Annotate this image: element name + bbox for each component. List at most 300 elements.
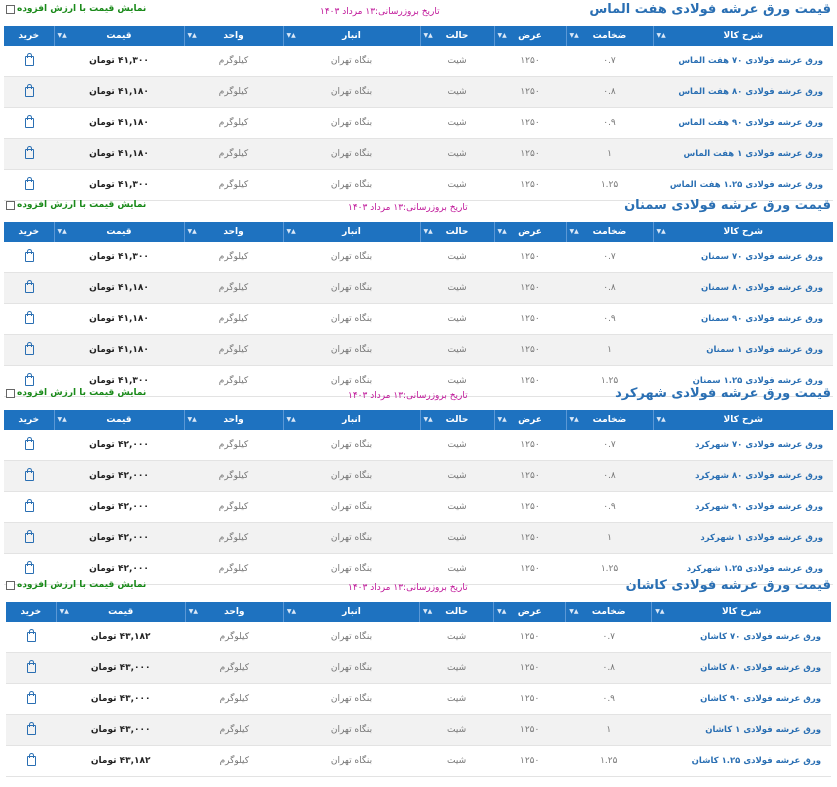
warehouse-cell: بنگاه تهران <box>283 242 420 273</box>
product-name[interactable]: ورق عرشه فولادی ۹۰ سمنان <box>653 304 833 335</box>
sort-arrows-icon[interactable]: ▲▼ <box>569 608 579 615</box>
thickness-cell: ۰.۷ <box>566 242 653 273</box>
price-cell: ۴۱,۱۸۰ تومان <box>54 139 184 170</box>
table-row <box>4 523 833 554</box>
state-cell: شیت <box>420 554 494 585</box>
buy-cell <box>4 242 54 273</box>
sort-arrows-icon[interactable]: ▲▼ <box>286 416 296 423</box>
section-header <box>0 0 837 22</box>
product-name[interactable]: ورق عرشه فولادی ۱ سمنان <box>653 335 833 366</box>
header-buy[interactable] <box>6 602 56 622</box>
header-price[interactable] <box>56 602 185 622</box>
sort-arrows-icon[interactable]: ▲▼ <box>569 32 579 39</box>
product-name[interactable]: ورق عرشه فولادی ۸۰ سمنان <box>653 273 833 304</box>
unit-cell: کیلوگرم <box>184 170 283 201</box>
state-cell: شیت <box>420 335 494 366</box>
warehouse-cell: بنگاه تهران <box>283 170 420 201</box>
table-row <box>4 273 833 304</box>
header-label: انبار <box>342 31 361 41</box>
thickness-cell: ۰.۸ <box>566 461 653 492</box>
table-row <box>4 108 833 139</box>
sort-arrows-icon[interactable]: ▲▼ <box>497 32 507 39</box>
state-cell: شیت <box>420 242 494 273</box>
state-cell: شیت <box>420 523 494 554</box>
section-title: قیمت ورق عرشه فولادی سمنان <box>624 198 831 213</box>
update-date: تاریخ بروزرسانی:۱۳ مرداد ۱۴۰۳ <box>348 203 468 213</box>
state-cell: شیت <box>420 139 494 170</box>
header-width[interactable] <box>494 410 566 430</box>
header-unit[interactable] <box>184 222 283 242</box>
shopping-bag-icon[interactable] <box>25 180 34 190</box>
product-name[interactable]: ورق عرشه فولادی ۹۰ شهرکرد <box>653 492 833 523</box>
header-label: واحد <box>224 607 245 617</box>
state-cell: شیت <box>420 430 494 461</box>
header-thickness[interactable] <box>566 602 652 622</box>
thickness-cell: ۱.۲۵ <box>566 554 653 585</box>
header-label: انبار <box>342 415 361 425</box>
header-label: ضخامت <box>592 415 627 425</box>
sort-arrows-icon[interactable]: ▲▼ <box>188 608 199 615</box>
header-buy[interactable] <box>4 222 54 242</box>
width-cell: ۱۲۵۰ <box>494 242 566 273</box>
header-price[interactable] <box>54 222 184 242</box>
header-thickness[interactable] <box>566 26 653 46</box>
shopping-bag-icon[interactable] <box>27 756 36 766</box>
shopping-bag-icon[interactable] <box>25 440 34 450</box>
thickness-cell: ۱ <box>566 139 653 170</box>
thickness-cell: ۰.۷ <box>566 622 652 653</box>
sort-arrows-icon[interactable]: ▲▼ <box>655 608 665 615</box>
vat-checkbox[interactable] <box>6 581 15 590</box>
price-table <box>4 26 833 201</box>
product-name[interactable]: ورق عرشه فولادی ۱ هفت الماس <box>653 139 833 170</box>
update-date: تاریخ بروزرسانی:۱۳ مرداد ۱۴۰۳ <box>320 7 440 17</box>
product-name[interactable]: ورق عرشه فولادی ۱ شهرکرد <box>653 523 833 554</box>
buy-cell <box>6 622 56 653</box>
vat-toggle[interactable] <box>6 388 146 398</box>
header-warehouse[interactable] <box>283 222 420 242</box>
warehouse-cell: بنگاه تهران <box>283 461 420 492</box>
price-cell: ۴۱,۳۰۰ تومان <box>54 242 184 273</box>
thickness-cell: ۰.۹ <box>566 108 653 139</box>
header-thickness[interactable] <box>566 222 653 242</box>
header-label: شرح کالا <box>723 31 763 41</box>
price-cell: ۴۱,۳۰۰ تومان <box>54 46 184 77</box>
price-table <box>4 222 833 397</box>
sort-arrows-icon[interactable]: ▲▼ <box>656 228 666 235</box>
header-warehouse[interactable] <box>283 26 420 46</box>
buy-cell <box>6 653 56 684</box>
warehouse-cell: بنگاه تهران <box>283 335 420 366</box>
width-cell: ۱۲۵۰ <box>494 492 566 523</box>
header-label: حالت <box>445 607 468 617</box>
sort-arrows-icon[interactable]: ▲▼ <box>187 416 197 423</box>
sort-arrows-icon[interactable]: ▲▼ <box>423 228 433 235</box>
thickness-cell: ۰.۷ <box>566 430 653 461</box>
sort-arrows-icon[interactable]: ▲▼ <box>57 416 67 423</box>
buy-cell <box>4 46 54 77</box>
buy-cell <box>4 461 54 492</box>
warehouse-cell: بنگاه تهران <box>283 492 420 523</box>
section-header <box>0 196 837 218</box>
price-table <box>4 410 833 585</box>
state-cell: شیت <box>420 366 494 397</box>
table-row <box>4 77 833 108</box>
sort-arrows-icon[interactable]: ▲▼ <box>656 416 666 423</box>
price-cell: ۴۳,۰۰۰ تومان <box>56 715 185 746</box>
header-width[interactable] <box>494 222 566 242</box>
product-name[interactable]: ورق عرشه فولادی ۱.۲۵ شهرکرد <box>653 554 833 585</box>
width-cell: ۱۲۵۰ <box>494 170 566 201</box>
product-name[interactable]: ورق عرشه فولادی ۱.۲۵ هفت الماس <box>653 170 833 201</box>
warehouse-cell: بنگاه تهران <box>283 715 419 746</box>
header-state[interactable] <box>420 602 494 622</box>
price-section <box>0 576 837 766</box>
shopping-bag-icon[interactable] <box>25 502 34 512</box>
update-date: تاریخ بروزرسانی:۱۳ مرداد ۱۴۰۳ <box>348 391 468 401</box>
sort-arrows-icon[interactable]: ▲▼ <box>423 416 433 423</box>
shopping-bag-icon[interactable] <box>25 252 34 262</box>
price-cell: ۴۱,۳۰۰ تومان <box>54 170 184 201</box>
thickness-cell: ۱.۲۵ <box>566 170 653 201</box>
header-thickness[interactable] <box>566 410 653 430</box>
header-label: حالت <box>445 227 469 237</box>
state-cell: شیت <box>420 715 494 746</box>
warehouse-cell: بنگاه تهران <box>283 304 420 335</box>
header-description[interactable] <box>653 222 833 242</box>
width-cell: ۱۲۵۰ <box>494 684 566 715</box>
header-warehouse[interactable] <box>283 410 420 430</box>
product-name[interactable]: ورق عرشه فولادی ۸۰ شهرکرد <box>653 461 833 492</box>
header-state[interactable] <box>420 26 494 46</box>
header-label: ضخامت <box>591 607 626 617</box>
price-cell: ۴۱,۳۰۰ تومان <box>54 366 184 397</box>
table-row <box>4 139 833 170</box>
shopping-bag-icon[interactable] <box>27 632 36 642</box>
header-label: حالت <box>445 31 469 41</box>
warehouse-cell: بنگاه تهران <box>283 366 420 397</box>
product-name[interactable]: ورق عرشه فولادی ۹۰ کاشان <box>652 684 831 715</box>
header-label: حالت <box>445 415 469 425</box>
warehouse-cell: بنگاه تهران <box>283 653 419 684</box>
width-cell: ۱۲۵۰ <box>494 108 566 139</box>
width-cell: ۱۲۵۰ <box>494 273 566 304</box>
sort-arrows-icon[interactable]: ▲▼ <box>497 228 507 235</box>
thickness-cell: ۰.۹ <box>566 684 652 715</box>
header-label: خرید <box>18 415 40 425</box>
warehouse-cell: بنگاه تهران <box>283 46 420 77</box>
state-cell: شیت <box>420 622 494 653</box>
unit-cell: کیلوگرم <box>185 746 283 777</box>
header-label: ضخامت <box>592 31 627 41</box>
buy-cell <box>4 492 54 523</box>
header-warehouse[interactable] <box>283 602 419 622</box>
product-name[interactable]: ورق عرشه فولادی ۱ کاشان <box>652 715 831 746</box>
sort-arrows-icon[interactable]: ▲▼ <box>497 416 507 423</box>
buy-cell <box>4 273 54 304</box>
section-title: قیمت ورق عرشه فولادی شهرکرد <box>615 386 831 401</box>
state-cell: شیت <box>420 653 494 684</box>
product-name[interactable]: ورق عرشه فولادی ۷۰ هفت الماس <box>653 46 833 77</box>
width-cell: ۱۲۵۰ <box>494 77 566 108</box>
state-cell: شیت <box>420 170 494 201</box>
price-cell: ۴۱,۱۸۰ تومان <box>54 77 184 108</box>
thickness-cell: ۰.۷ <box>566 46 653 77</box>
header-label: قیمت <box>106 227 132 237</box>
sort-arrows-icon[interactable]: ▲▼ <box>187 32 197 39</box>
buy-cell <box>4 304 54 335</box>
shopping-bag-icon[interactable] <box>25 564 34 574</box>
unit-cell: کیلوگرم <box>184 366 283 397</box>
product-name[interactable]: ورق عرشه فولادی ۱.۲۵ کاشان <box>652 746 831 777</box>
header-state[interactable] <box>420 222 494 242</box>
thickness-cell: ۰.۸ <box>566 77 653 108</box>
header-label: قیمت <box>106 31 132 41</box>
width-cell: ۱۲۵۰ <box>494 366 566 397</box>
state-cell: شیت <box>420 273 494 304</box>
state-cell: شیت <box>420 108 494 139</box>
sort-arrows-icon[interactable]: ▲▼ <box>569 416 579 423</box>
buy-cell <box>4 139 54 170</box>
sort-arrows-icon[interactable]: ▲▼ <box>423 608 433 615</box>
state-cell: شیت <box>420 492 494 523</box>
header-label: ضخامت <box>592 227 627 237</box>
shopping-bag-icon[interactable] <box>27 663 36 673</box>
unit-cell: کیلوگرم <box>184 523 283 554</box>
shopping-bag-icon[interactable] <box>25 345 34 355</box>
section-header <box>0 384 837 406</box>
price-section <box>0 384 837 574</box>
header-description[interactable] <box>653 410 833 430</box>
header-buy[interactable] <box>4 26 54 46</box>
shopping-bag-icon[interactable] <box>27 725 36 735</box>
warehouse-cell: بنگاه تهران <box>283 554 420 585</box>
unit-cell: کیلوگرم <box>185 622 283 653</box>
vat-toggle[interactable] <box>6 200 146 210</box>
state-cell: شیت <box>420 77 494 108</box>
warehouse-cell: بنگاه تهران <box>283 430 420 461</box>
product-name[interactable]: ورق عرشه فولادی ۸۰ هفت الماس <box>653 77 833 108</box>
table-header-row <box>4 222 833 242</box>
header-label: واحد <box>223 227 244 237</box>
header-label: انبار <box>342 227 361 237</box>
vat-checkbox[interactable] <box>6 389 15 398</box>
state-cell: شیت <box>420 304 494 335</box>
thickness-cell: ۱.۲۵ <box>566 366 653 397</box>
header-unit[interactable] <box>184 410 283 430</box>
warehouse-cell: بنگاه تهران <box>283 77 420 108</box>
header-description[interactable] <box>652 602 831 622</box>
header-label: واحد <box>223 31 244 41</box>
price-cell: ۴۳,۱۸۲ تومان <box>56 622 185 653</box>
table-row <box>6 684 831 715</box>
state-cell: شیت <box>420 684 494 715</box>
vat-label: نمایش قیمت با ارزش افزوده <box>17 4 147 14</box>
table-row <box>4 46 833 77</box>
header-label: خرید <box>18 31 40 41</box>
price-cell: ۴۱,۱۸۰ تومان <box>54 304 184 335</box>
buy-cell <box>6 715 56 746</box>
header-label: عرض <box>518 227 542 237</box>
header-buy[interactable] <box>4 410 54 430</box>
shopping-bag-icon[interactable] <box>27 694 36 704</box>
vat-checkbox[interactable] <box>6 201 15 210</box>
sort-arrows-icon[interactable]: ▲▼ <box>569 228 579 235</box>
warehouse-cell: بنگاه تهران <box>283 622 419 653</box>
header-label: شرح کالا <box>723 415 763 425</box>
price-cell: ۴۲,۰۰۰ تومان <box>54 430 184 461</box>
price-section <box>0 196 837 386</box>
unit-cell: کیلوگرم <box>184 77 283 108</box>
unit-cell: کیلوگرم <box>184 46 283 77</box>
header-price[interactable] <box>54 410 184 430</box>
price-cell: ۴۲,۰۰۰ تومان <box>54 554 184 585</box>
shopping-bag-icon[interactable] <box>25 283 34 293</box>
unit-cell: کیلوگرم <box>185 653 283 684</box>
unit-cell: کیلوگرم <box>184 461 283 492</box>
table-header-row <box>6 602 831 622</box>
header-label: قیمت <box>106 415 132 425</box>
unit-cell: کیلوگرم <box>184 242 283 273</box>
warehouse-cell: بنگاه تهران <box>283 684 419 715</box>
product-name[interactable]: ورق عرشه فولادی ۸۰ کاشان <box>652 653 831 684</box>
width-cell: ۱۲۵۰ <box>494 653 566 684</box>
sort-arrows-icon[interactable]: ▲▼ <box>286 32 296 39</box>
width-cell: ۱۲۵۰ <box>494 715 566 746</box>
header-state[interactable] <box>420 410 494 430</box>
header-label: خرید <box>20 607 42 617</box>
unit-cell: کیلوگرم <box>184 492 283 523</box>
vat-label: نمایش قیمت با ارزش افزوده <box>17 580 147 590</box>
header-label: واحد <box>223 415 244 425</box>
sort-arrows-icon[interactable]: ▲▼ <box>497 608 507 615</box>
header-label: قیمت <box>108 607 134 617</box>
warehouse-cell: بنگاه تهران <box>283 139 420 170</box>
thickness-cell: ۰.۹ <box>566 492 653 523</box>
sort-arrows-icon[interactable]: ▲▼ <box>57 32 67 39</box>
table-row <box>4 430 833 461</box>
vat-toggle[interactable] <box>6 580 146 590</box>
sort-arrows-icon[interactable]: ▲▼ <box>187 228 197 235</box>
thickness-cell: ۰.۹ <box>566 304 653 335</box>
header-unit[interactable] <box>185 602 283 622</box>
sort-arrows-icon[interactable]: ▲▼ <box>656 32 666 39</box>
section-title: قیمت ورق عرشه فولادی کاشان <box>625 578 831 593</box>
header-label: عرض <box>517 607 542 617</box>
sort-arrows-icon[interactable]: ▲▼ <box>59 608 69 615</box>
width-cell: ۱۲۵۰ <box>494 304 566 335</box>
price-cell: ۴۱,۱۸۰ تومان <box>54 335 184 366</box>
width-cell: ۱۲۵۰ <box>494 335 566 366</box>
state-cell: شیت <box>420 746 494 777</box>
sort-arrows-icon[interactable]: ▲▼ <box>286 608 297 615</box>
shopping-bag-icon[interactable] <box>25 118 34 128</box>
table-row <box>4 461 833 492</box>
width-cell: ۱۲۵۰ <box>494 461 566 492</box>
table-row <box>6 622 831 653</box>
warehouse-cell: بنگاه تهران <box>283 523 420 554</box>
table-header-row <box>4 410 833 430</box>
thickness-cell: ۰.۸ <box>566 653 652 684</box>
price-cell: ۴۳,۰۰۰ تومان <box>56 684 185 715</box>
header-width[interactable] <box>494 26 566 46</box>
table-row <box>4 242 833 273</box>
header-description[interactable] <box>653 26 833 46</box>
width-cell: ۱۲۵۰ <box>494 746 566 777</box>
shopping-bag-icon[interactable] <box>25 149 34 159</box>
update-date: تاریخ بروزرسانی:۱۳ مرداد ۱۴۰۳ <box>348 583 468 593</box>
state-cell: شیت <box>420 461 494 492</box>
shopping-bag-icon[interactable] <box>25 471 34 481</box>
width-cell: ۱۲۵۰ <box>494 523 566 554</box>
table-row <box>6 746 831 777</box>
header-unit[interactable] <box>184 26 283 46</box>
section-title: قیمت ورق عرشه فولادی هفت الماس <box>589 2 831 17</box>
unit-cell: کیلوگرم <box>184 108 283 139</box>
vat-label: نمایش قیمت با ارزش افزوده <box>17 200 147 210</box>
buy-cell <box>4 335 54 366</box>
price-cell: ۴۳,۱۸۲ تومان <box>56 746 185 777</box>
unit-cell: کیلوگرم <box>184 554 283 585</box>
vat-checkbox[interactable] <box>6 5 15 14</box>
unit-cell: کیلوگرم <box>184 273 283 304</box>
product-name[interactable]: ورق عرشه فولادی ۹۰ هفت الماس <box>653 108 833 139</box>
header-label: انبار <box>342 607 361 617</box>
price-cell: ۴۲,۰۰۰ تومان <box>54 523 184 554</box>
vat-label: نمایش قیمت با ارزش افزوده <box>17 388 147 398</box>
vat-toggle[interactable] <box>6 4 146 14</box>
warehouse-cell: بنگاه تهران <box>283 746 419 777</box>
price-table <box>6 602 831 777</box>
product-name[interactable]: ورق عرشه فولادی ۱.۲۵ سمنان <box>653 366 833 397</box>
width-cell: ۱۲۵۰ <box>494 622 566 653</box>
state-cell: شیت <box>420 46 494 77</box>
product-name[interactable]: ورق عرشه فولادی ۷۰ شهرکرد <box>653 430 833 461</box>
thickness-cell: ۰.۸ <box>566 273 653 304</box>
shopping-bag-icon[interactable] <box>25 87 34 97</box>
sort-arrows-icon[interactable]: ▲▼ <box>423 32 433 39</box>
thickness-cell: ۱ <box>566 523 653 554</box>
buy-cell <box>6 746 56 777</box>
unit-cell: کیلوگرم <box>184 139 283 170</box>
header-width[interactable] <box>494 602 566 622</box>
unit-cell: کیلوگرم <box>184 430 283 461</box>
thickness-cell: ۱.۲۵ <box>566 746 652 777</box>
width-cell: ۱۲۵۰ <box>494 139 566 170</box>
price-cell: ۴۱,۱۸۰ تومان <box>54 108 184 139</box>
shopping-bag-icon[interactable] <box>25 56 34 66</box>
header-label: عرض <box>518 415 542 425</box>
shopping-bag-icon[interactable] <box>25 314 34 324</box>
unit-cell: کیلوگرم <box>184 335 283 366</box>
shopping-bag-icon[interactable] <box>25 533 34 543</box>
buy-cell <box>4 430 54 461</box>
sort-arrows-icon[interactable]: ▲▼ <box>57 228 67 235</box>
unit-cell: کیلوگرم <box>184 304 283 335</box>
product-name[interactable]: ورق عرشه فولادی ۷۰ کاشان <box>652 622 831 653</box>
product-name[interactable]: ورق عرشه فولادی ۷۰ سمنان <box>653 242 833 273</box>
width-cell: ۱۲۵۰ <box>494 430 566 461</box>
price-section <box>0 0 837 190</box>
header-price[interactable] <box>54 26 184 46</box>
warehouse-cell: بنگاه تهران <box>283 273 420 304</box>
table-row <box>6 715 831 746</box>
thickness-cell: ۱ <box>566 715 652 746</box>
sort-arrows-icon[interactable]: ▲▼ <box>286 228 296 235</box>
table-row <box>6 653 831 684</box>
price-cell: ۴۲,۰۰۰ تومان <box>54 461 184 492</box>
table-row <box>4 335 833 366</box>
